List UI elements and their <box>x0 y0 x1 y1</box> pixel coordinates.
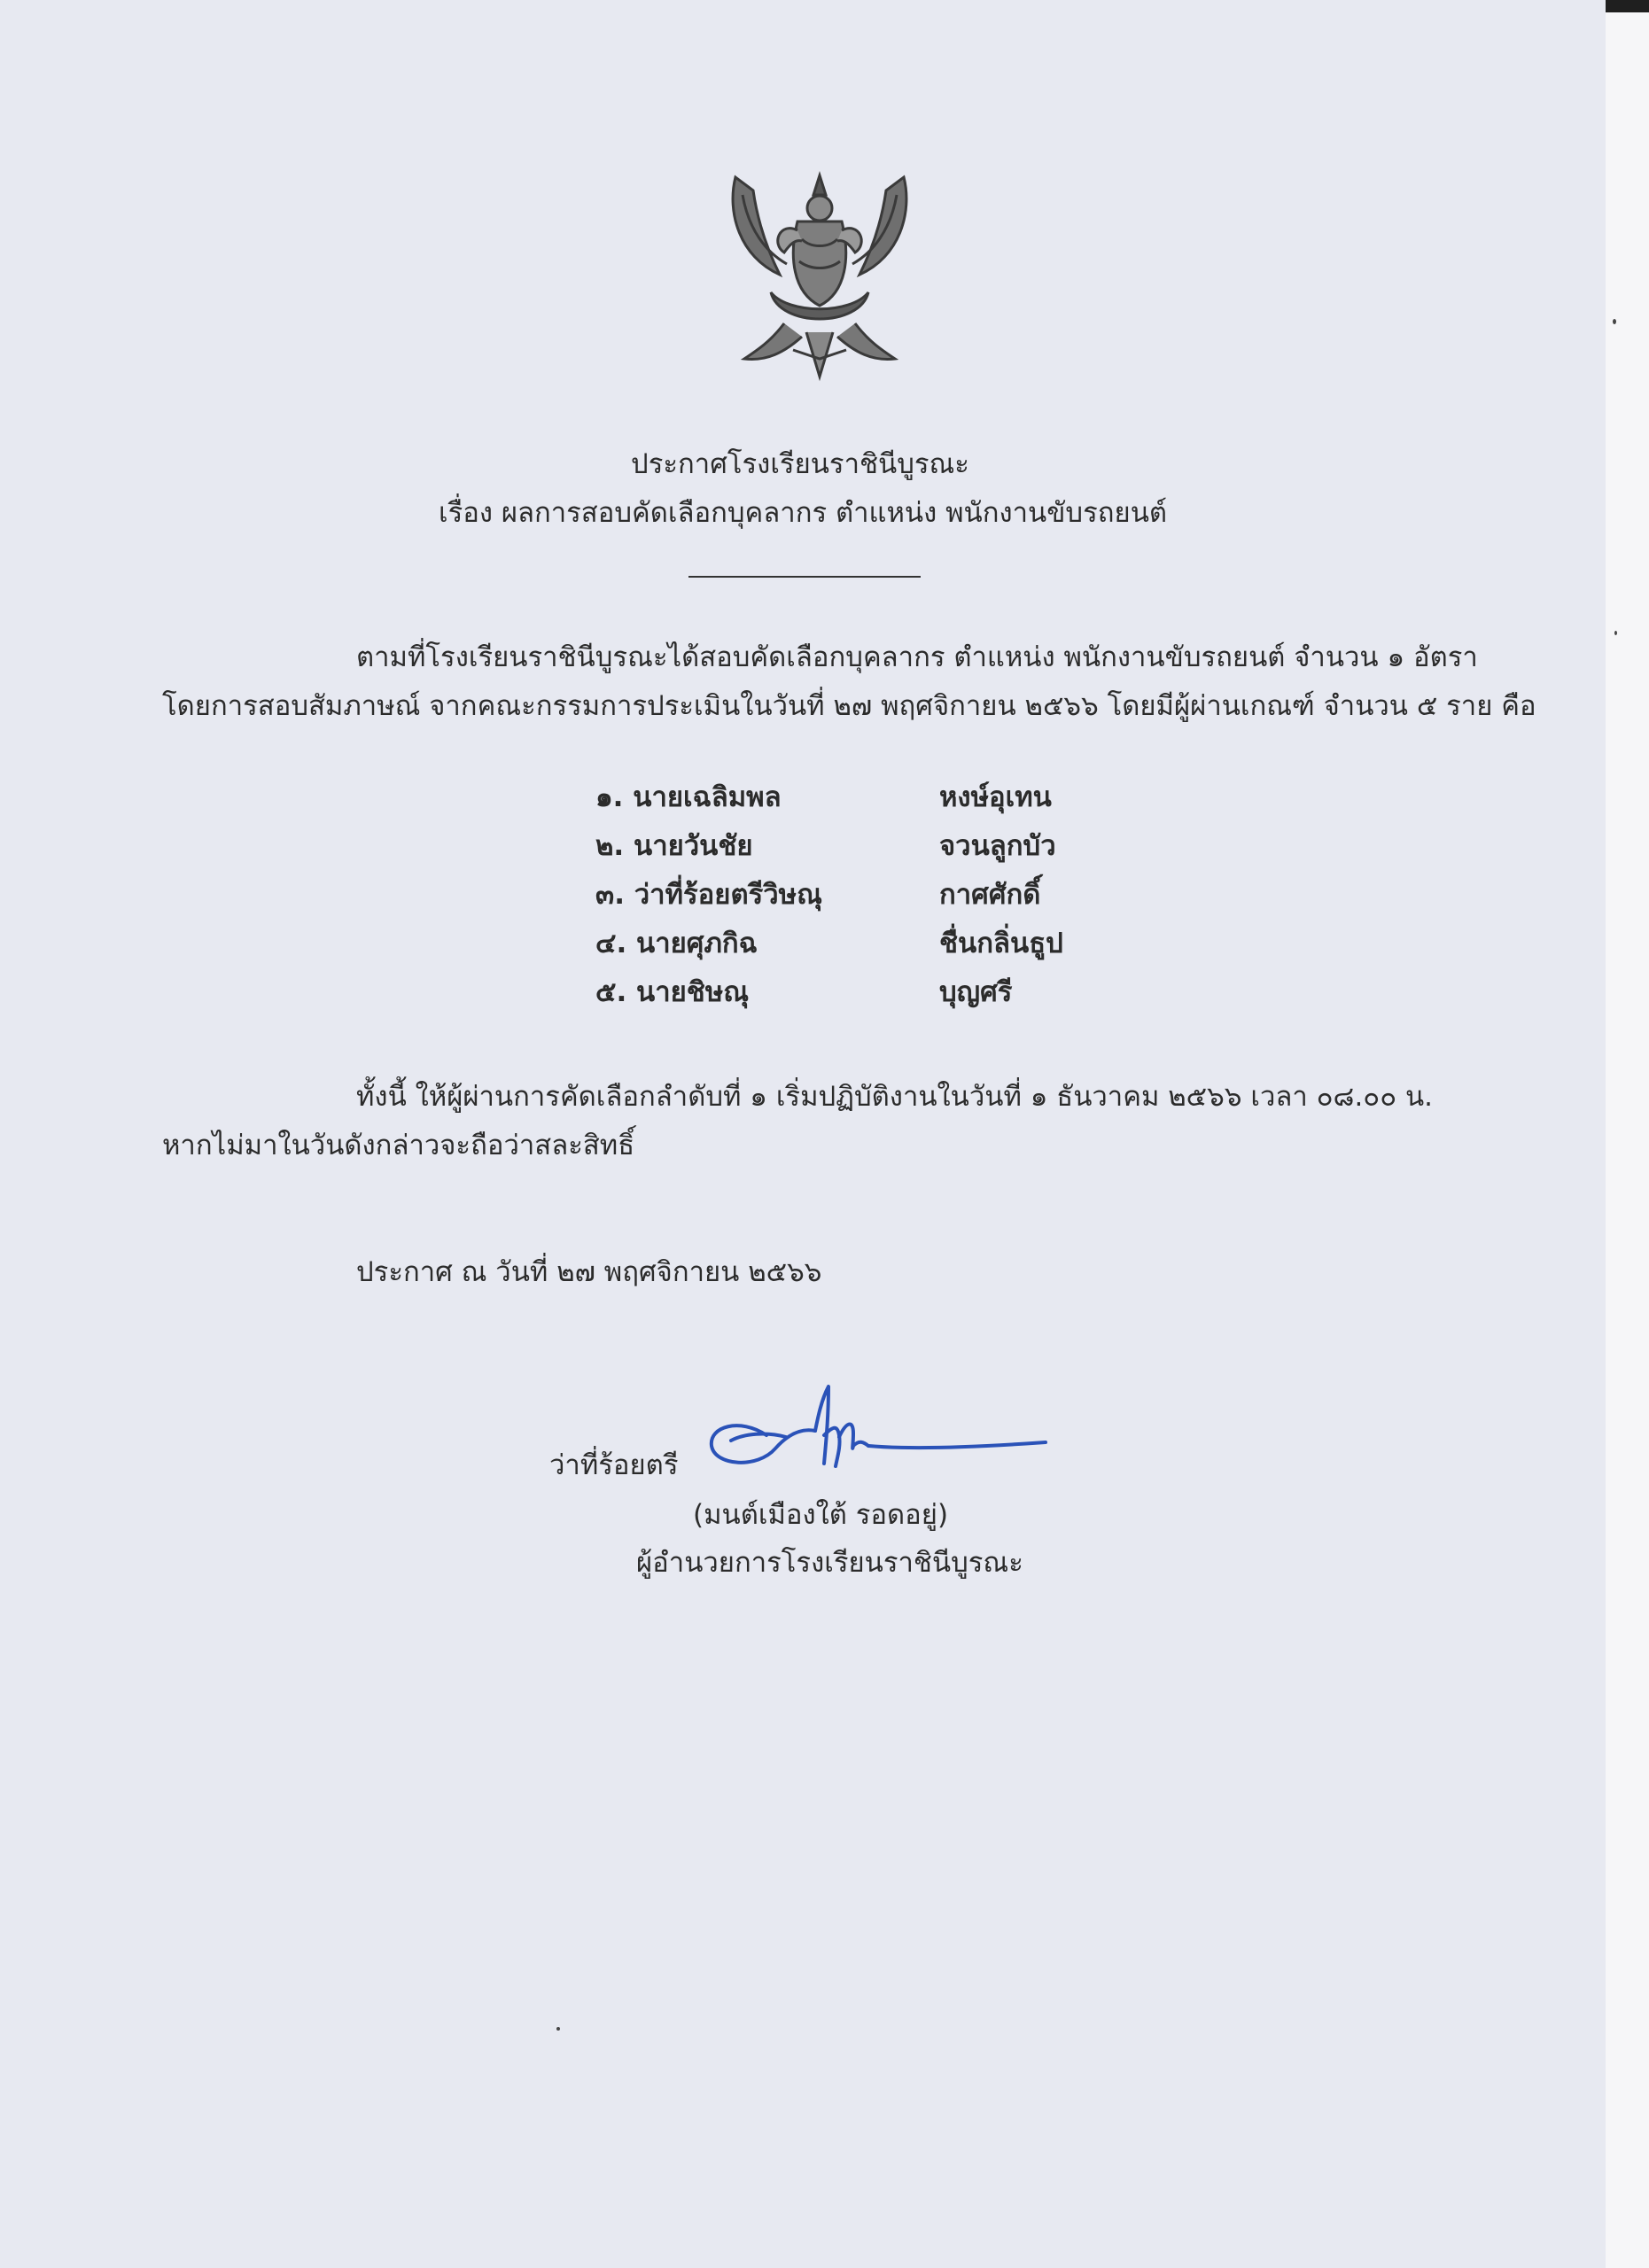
title-divider <box>688 576 921 578</box>
candidate-name: ๓. ว่าที่ร้อยตรีวิษณุ <box>595 879 822 911</box>
paragraph-1-line-1: ตามที่โรงเรียนราชินีบูรณะได้สอบคัดเลือกบุคลากร ตำแหน่ง พนักงานขับรถยนต์ จำนวน ๑ อัตรา <box>356 641 1478 673</box>
list-item <box>595 774 1127 823</box>
list-item <box>595 823 1127 872</box>
scan-speck <box>1614 631 1617 635</box>
candidate-name: ๒. นายวันชัย <box>595 830 753 862</box>
candidate-surname: หงษ์อุเทน <box>939 781 1052 813</box>
paragraph-1-line-2: โดยการสอบสัมภาษณ์ จากคณะกรรมการประเมินในวันที่ ๒๗ พฤศจิกายน ๒๕๖๖ โดยมีผู้ผ่านเกณฑ์ จำนวน ๕ ราย คือ <box>162 690 1536 722</box>
candidate-name: ๑. นายเฉลิมพล <box>595 781 782 813</box>
list-item <box>595 969 1127 1018</box>
paragraph-2-line-1: ทั้งนี้ ให้ผู้ผ่านการคัดเลือกลำดับที่ ๑ เริ่มปฏิบัติงานในวันที่ ๑ ธันวาคม ๒๕๖๖ เวลา ๐๘.๐๐ น. <box>356 1081 1434 1113</box>
garuda-emblem-icon <box>718 159 922 390</box>
announcement-date: ประกาศ ณ วันที่ ๒๗ พฤศจิกายน ๒๕๖๖ <box>356 1256 822 1288</box>
list-item <box>595 872 1127 920</box>
announcement-title: ประกาศโรงเรียนราชินีบูรณะ <box>631 448 969 480</box>
scan-margin <box>1606 0 1649 2268</box>
candidate-surname: ชื่นกลิ่นธูป <box>939 928 1063 959</box>
handwritten-signature <box>704 1382 1050 1488</box>
candidate-surname: จวนลูกบัว <box>939 830 1056 862</box>
scan-speck <box>1613 319 1616 324</box>
signer-title: ผู้อำนวยการโรงเรียนราชินีบูรณะ <box>636 1547 1023 1579</box>
signer-rank: ว่าที่ร้อยตรี <box>549 1449 679 1481</box>
scan-speck <box>556 2027 560 2031</box>
paragraph-2-line-2: หากไม่มาในวันดังกล่าวจะถือว่าสละสิทธิ์ <box>162 1130 635 1161</box>
signer-name: (มนต์เมืองใต้ รอดอยู่) <box>693 1499 949 1531</box>
candidate-list <box>595 774 1127 1018</box>
scan-edge <box>1606 0 1649 12</box>
candidate-name: ๕. นายชิษณุ <box>595 976 750 1008</box>
candidate-name: ๔. นายศุภกิฉ <box>595 928 758 959</box>
candidate-surname: บุญศรี <box>939 976 1013 1008</box>
candidate-surname: กาศศักดิ์ <box>939 879 1041 911</box>
announcement-subject: เรื่อง ผลการสอบคัดเลือกบุคลากร ตำแหน่ง พนักงานขับรถยนต์ <box>438 497 1168 529</box>
list-item <box>595 920 1127 969</box>
